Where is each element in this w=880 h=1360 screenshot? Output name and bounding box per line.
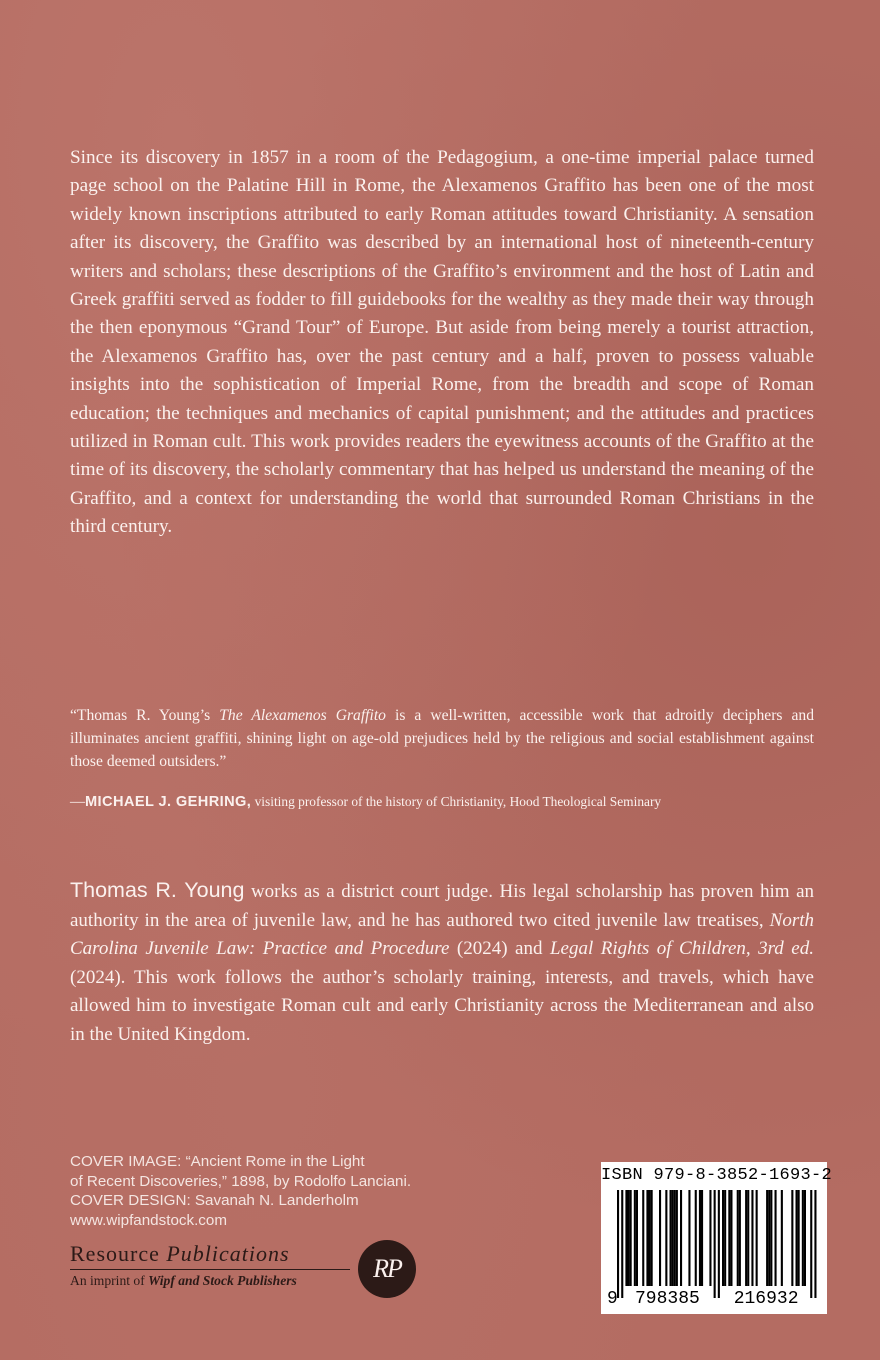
barcode-bar: [796, 1190, 798, 1286]
bio-book-2: Legal Rights of Children, 3rd ed.: [549, 938, 814, 960]
barcode-bar: [798, 1190, 800, 1286]
bio-text-2: (2024) and: [449, 938, 550, 960]
endorsement-attribution: [70, 791, 830, 813]
barcode-graphic: [601, 1162, 833, 1314]
bio-text-3: (2024). This work follows the author’s scholarly training, interests, and travels, which have allowed him to investigate Roman cult and early Christianity across the Mediterranean and also in the United Kingdom.: [70, 966, 814, 1045]
publisher-divider: [70, 1269, 350, 1270]
barcode-bar: [709, 1190, 711, 1286]
barcode-bar: [810, 1190, 812, 1298]
barcode-bar: [718, 1190, 720, 1298]
credit-line-1: COVER IMAGE: “Ancient Rome in the Light: [70, 1153, 365, 1170]
barcode-bar: [745, 1190, 747, 1286]
barcode-bar: [775, 1190, 777, 1286]
author-name: Thomas R. Young: [70, 878, 245, 902]
barcode-bar: [680, 1190, 682, 1286]
barcode-digits: 798385: [634, 1289, 700, 1309]
barcode-digits: 216932: [733, 1289, 799, 1309]
publisher-website: www.wipfandstock.com: [70, 1211, 227, 1229]
imprint-a: An imprint of: [70, 1273, 149, 1288]
author-bio: [70, 876, 814, 1050]
barcode-bar: [701, 1190, 703, 1286]
barcode-bar: [646, 1190, 648, 1286]
quote-book-title: The Alexamenos Graffito: [219, 707, 386, 724]
barcode-bar: [628, 1190, 630, 1286]
barcode-bar: [766, 1190, 768, 1286]
barcode-bar: [722, 1190, 724, 1286]
bio-book-1: North Carolina Juvenile Law: Practice and Procedure: [70, 909, 814, 960]
barcode-bar: [781, 1190, 783, 1286]
credit-line-3: COVER DESIGN: Savanah N. Landerholm: [70, 1192, 359, 1210]
barcode-bar: [642, 1190, 644, 1286]
barcode-bar: [625, 1190, 627, 1286]
publisher-name-b: Publications: [166, 1241, 290, 1266]
barcode-bar: [665, 1190, 667, 1286]
barcode-bar: [695, 1190, 697, 1286]
rp-logo-icon: RP: [358, 1240, 416, 1298]
cover-credits: [70, 1152, 550, 1230]
isbn-barcode: [601, 1162, 833, 1314]
blurb-paragraph: Since its discovery in 1857 in a room of the Pedagogium, a one-time imperial palace turned page school on the Palatine Hill in Rome, the Alexamenos Graffito has been one of the most widely known inscriptions attributed to early Roman attitudes toward Christianity. A sensation after its discovery, the Graffito was described by an international host of nineteenth-century writers and scholars; these descriptions of the Graffito’s environment and the host of Latin and Greek graffiti served as fodder to fill guidebooks for the wealthy as they made their way through the then eponymous “Grand Tour” of Europe. But aside from being merely a tourist attraction, the Alexamenos Graffito has, over the past century and a half, proven to possess valuable insights into the sophistication of Imperial Rome, from the breadth and scope of Roman education; the techniques and mechanics of capital punishment; and the attitudes and practices utilized in Roman cult. This work provides readers the eyewitness accounts of the Graffito at the time of its discovery, the scholarly commentary that has helped us understand the meaning of the Graffito, and a context for understanding the world that surrounded Roman Christians in the third century.: [70, 147, 814, 538]
isbn-label: ISBN 979-8-3852-1693-2: [601, 1166, 833, 1185]
barcode-bar: [621, 1190, 623, 1298]
barcode-bar: [770, 1190, 772, 1286]
barcode-bar: [737, 1190, 739, 1286]
endorser-affiliation: visiting professor of the history of Christianity, Hood Theological Seminary: [251, 794, 662, 809]
publisher-name-a: Resource: [70, 1241, 167, 1266]
barcode-bar: [674, 1190, 676, 1286]
barcode-bar: [672, 1190, 674, 1286]
barcode-bar: [730, 1190, 732, 1286]
endorsement-quote: [70, 704, 814, 773]
bio-text-1: works as a district court judge. His legal scholarship has proven him an authority in the area of juvenile law, and he has authored two cited juvenile law treatises,: [70, 881, 814, 931]
attribution-dash: —: [70, 794, 85, 810]
barcode-bar: [670, 1190, 672, 1286]
quote-open: “Thomas R. Young’s: [70, 707, 220, 724]
barcode-bar: [714, 1190, 716, 1298]
quote-rest: is a well-written, accessible work that adroitly deciphers and illuminates ancient graffiti, shining light on age-old prejudices held by the religious and social establishment against those deemed outsiders.”: [70, 707, 814, 770]
barcode-bar: [617, 1190, 619, 1298]
barcode-bar: [791, 1190, 793, 1286]
barcode-bar: [814, 1190, 816, 1298]
barcode-bar: [728, 1190, 730, 1286]
barcode-bar: [688, 1190, 690, 1286]
barcode-bar: [636, 1190, 638, 1286]
barcode-bar: [804, 1190, 806, 1286]
barcode-bar: [630, 1190, 632, 1286]
barcode-bar: [649, 1190, 651, 1286]
barcode-bar: [659, 1190, 661, 1286]
barcode-bar: [724, 1190, 726, 1286]
barcode-bar: [699, 1190, 701, 1286]
imprint-b: Wipf and Stock Publishers: [148, 1273, 297, 1288]
barcode-bar: [747, 1190, 749, 1286]
barcode-bar: [739, 1190, 741, 1286]
barcode-bar: [676, 1190, 678, 1286]
credit-line-2: of Recent Discoveries,” 1898, by Rodolfo Lanciani.: [70, 1172, 412, 1190]
endorser-name: MICHAEL J. GEHRING,: [85, 794, 252, 810]
barcode-bar: [802, 1190, 804, 1286]
barcode-bar: [634, 1190, 636, 1286]
barcode-bar: [651, 1190, 653, 1286]
barcode-bar: [756, 1190, 758, 1286]
barcode-digits: 9: [607, 1289, 618, 1309]
barcode-bar: [751, 1190, 753, 1286]
barcode-bar: [768, 1190, 770, 1286]
